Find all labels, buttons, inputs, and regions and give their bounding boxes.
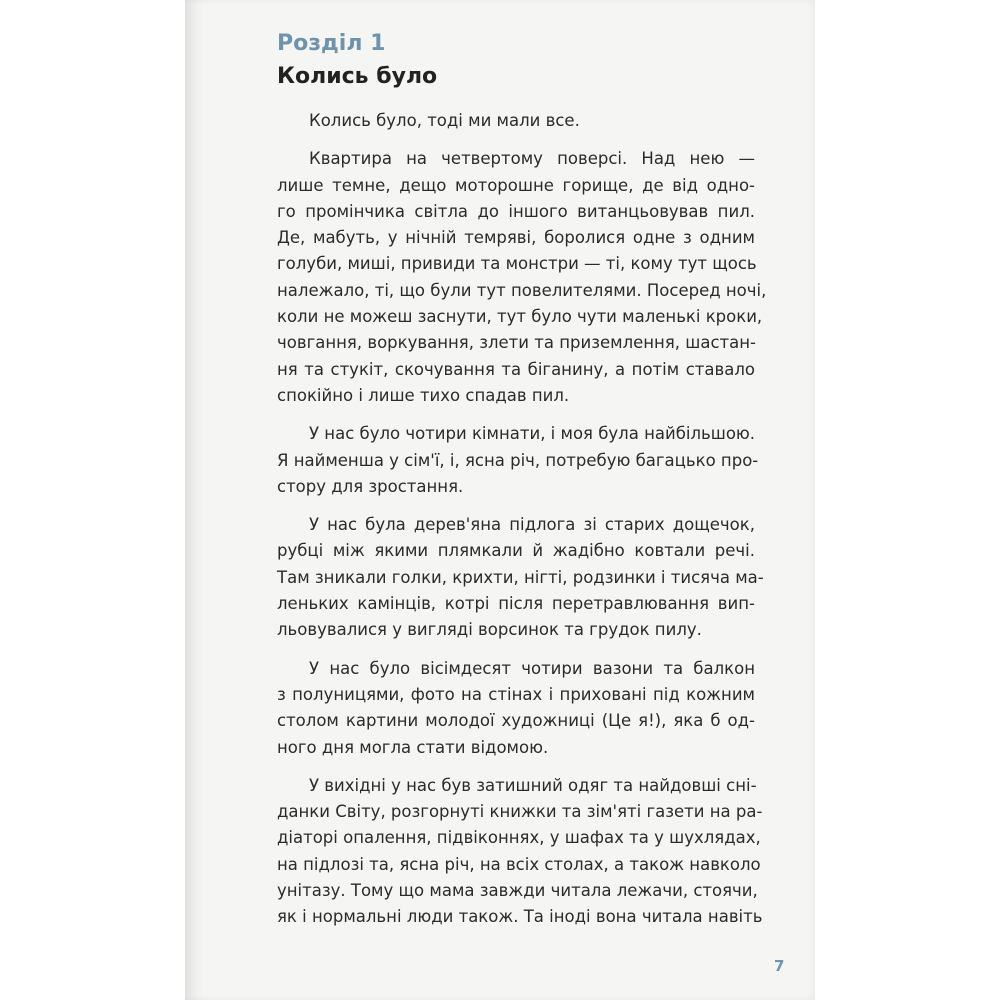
body-text (277, 108, 767, 943)
text-line: Я найменша у сім'ї, і, ясна річ, потребую багацько про- (277, 450, 759, 470)
text-line: діаторі опалення, підвіконнях, у шафах та у шухлядах, (277, 828, 761, 848)
text-line: Квартира на четвертому поверсі. Над нею — (309, 149, 755, 169)
text-line: У нас було вісімдесят чотири вазони та балкон (309, 658, 755, 678)
text-line: У вихідні у нас був затишний одяг та найдовші сні- (309, 775, 757, 795)
text-line: належало, ті, що були тут повелителями. Посеред ночі, (277, 280, 767, 300)
text-line: Колись було, тоді ми мали все. (309, 111, 580, 130)
paragraph (277, 108, 755, 134)
text-line: коли не можеш заснути, тут було чути маленькі кроки, (277, 307, 763, 327)
text-line: човгання, воркування, злети та приземлення, шастан- (277, 333, 756, 353)
text-line: данки Світу, розгорнуті книжки та зім'яті газети на ра- (277, 802, 763, 822)
text-line: рубці між якими плямкали й жадібно ковтали речі. (277, 541, 755, 561)
book-page (185, 0, 815, 1000)
text-line: У нас було чотири кімнати, і моя була найбільшою. (309, 424, 756, 444)
text-line: леньких камінців, котрі після перетравлювання вип- (277, 594, 755, 614)
paragraph (277, 656, 755, 761)
text-line: У нас була дерев'яна підлога зі старих дощечок, (309, 515, 755, 535)
text-line: унітазу. Тому що мама завжди читала лежачи, стоячи, (277, 881, 758, 901)
paragraph (277, 512, 764, 643)
text-line: з полуницями, фото на стінах і приховані під кожним (277, 684, 755, 704)
text-line: лише темне, дещо моторошне горище, де від одно- (277, 175, 755, 195)
paragraph (277, 421, 759, 500)
text-line: ня та стукіт, скочування та біганину, а потім ставало (277, 359, 755, 379)
paragraph (277, 773, 763, 931)
text-line: на підлозі та, ясна річ, на всіх столах, а також навколо (277, 854, 761, 874)
text-line: спокійно і лише тихо спадав пил. (277, 385, 570, 405)
text-line: ного дня могла стати відомою. (277, 737, 549, 757)
page-number: 7 (774, 957, 785, 975)
text-line: столом картини молодої художниці (Це я!), яка б од- (277, 711, 755, 731)
text-line: го промінчика світла до іншого витанцьовував пил. (277, 201, 755, 221)
chapter-title: Колись було (277, 64, 438, 89)
text-line: Де, мабуть, у нічній темряві, боролися одне з одним (277, 228, 755, 248)
paragraph (277, 146, 767, 409)
text-line: як і нормальні люди також. Та іноді вона читала навіть (277, 907, 763, 927)
text-line: Там зникали голки, крихти, нігті, родзинки і тисяча ма- (277, 567, 764, 587)
text-line: льовувалися у вигляді ворсинок та грудок пилу. (277, 620, 702, 640)
text-line: голуби, миші, привиди та монстри — ті, кому тут щось (277, 254, 757, 274)
chapter-label: Розділ 1 (277, 31, 386, 56)
text-line: стору для зростання. (277, 476, 464, 496)
